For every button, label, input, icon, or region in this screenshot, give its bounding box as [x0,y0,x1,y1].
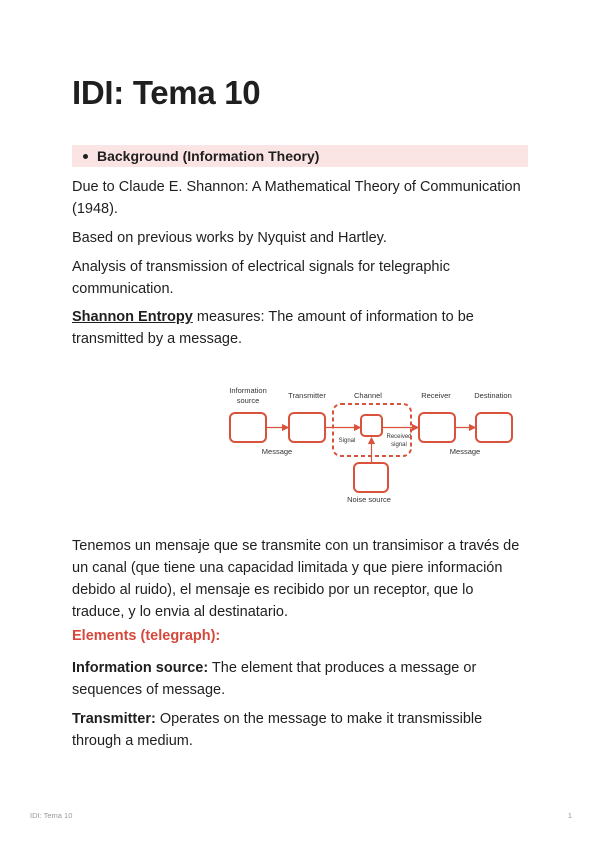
box-receiver [419,413,455,442]
term-information-source: Information source: [72,660,209,676]
paragraph-information-source [72,657,528,701]
label-signal: Signal [338,438,356,444]
information-source-text: The element that produces a message or sequences of message. [72,660,477,698]
term-transmitter: Transmitter: [72,711,156,727]
label-message-right: Message [449,447,481,456]
paragraph-shannon-entropy [72,306,528,350]
box-noise-source [354,463,388,492]
label-received: Received [386,434,412,440]
label-source: source [236,396,260,405]
label-destination: Destination [474,391,512,400]
communication-diagram [222,382,522,508]
shannon-entropy-text: measures: The amount of information to be transmitted by a message. [72,309,474,347]
paragraph-spanish-summary: Tenemos un mensaje que se transmite con un transimisor a través de un canal (que tiene una capacidad limitada y que piere información debido al ruido), el mensaje es recibido por un receptor, que lo traduce, y lo envia al destinatario. [72,538,520,620]
box-channel-core [361,415,382,436]
transmitter-text: Operates on the message to make it transmissible through a medium. [72,711,483,749]
bullet-heading-text: Background (Information Theory) [97,148,320,164]
elements-heading: Elements (telegraph): [72,628,221,644]
paragraph-shannon-origin: Due to Claude E. Shannon: A Mathematical Theory of Communication (1948). [72,179,521,217]
footer-document-title: IDI: Tema 10 [30,811,73,820]
paragraph-previous-works: Based on previous works by Nyquist and Hartley. [72,230,387,246]
bullet-heading-background [72,145,528,167]
paragraph-analysis: Analysis of transmission of electrical signals for telegraphic communication. [72,259,450,297]
box-destination [476,413,512,442]
label-channel: Channel [354,391,382,400]
box-transmitter [289,413,325,442]
label-message-left: Message [261,447,293,456]
paragraph-transmitter [72,708,528,752]
bullet-dot [83,154,88,159]
box-information-source [230,413,266,442]
label-transmitter: Transmitter [288,391,326,400]
page-title: IDI: Tema 10 [72,74,261,111]
term-shannon-entropy: Shannon Entropy [72,309,193,325]
label-noise-source: Noise source [347,495,391,504]
label-receiver: Receiver [421,391,451,400]
label-received-signal: signal [391,442,407,448]
footer-page-number: 1 [567,811,572,820]
label-information: Information [229,386,267,395]
